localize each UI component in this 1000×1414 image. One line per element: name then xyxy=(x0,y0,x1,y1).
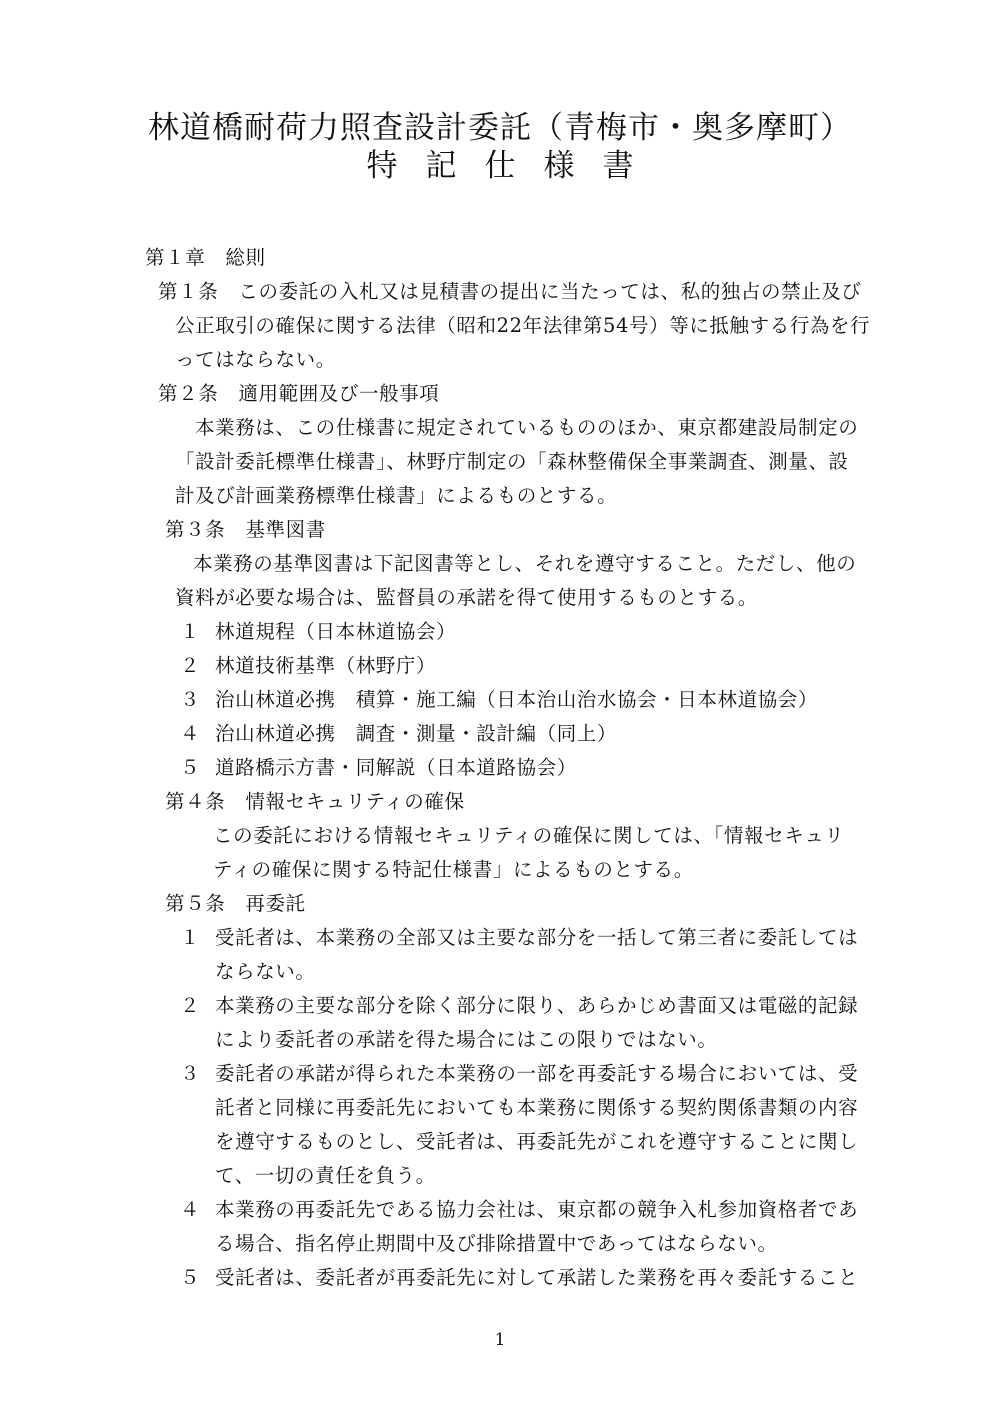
article-4-line-2: ティの確保に関する特記仕様書」によるものとする。 xyxy=(213,858,694,881)
list-item-number: ４ xyxy=(180,722,200,745)
list-item-number: ２ xyxy=(180,654,200,677)
list-item-text: 受託者は、委託者が再委託先に対して承諾した業務を再々委託すること xyxy=(215,1266,859,1289)
list-item-text: 本業務の主要な部分を除く部分に限り、あらかじめ書面又は電磁的記録 xyxy=(215,994,859,1017)
article-4-heading: 第４条 情報セキュリティの確保 xyxy=(165,790,465,813)
article-2-line-2: 「設計委託標準仕様書」、林野庁制定の「森林整備保全事業調査、測量、設 xyxy=(175,450,849,473)
list-item-text: 本業務の再委託先である協力会社は、東京都の競争入札参加資格者であ xyxy=(215,1198,859,1221)
list-item-number: ５ xyxy=(180,1266,200,1289)
list-item-number: ３ xyxy=(180,1062,200,1085)
article-2-line-1: 本業務は、この仕様書に規定されているもののほか、東京都建設局制定の xyxy=(195,416,859,439)
list-item-text: る場合、指名停止期間中及び排除措置中であってはならない。 xyxy=(215,1232,778,1255)
list-item-text: により委託者の承諾を得た場合にはこの限りではない。 xyxy=(215,1028,718,1051)
list-item-number: ２ xyxy=(180,994,200,1017)
article-1-line-2: 公正取引の確保に関する法律（昭和22年法律第54号）等に抵触する行為を行 xyxy=(175,314,871,337)
document-subtitle: 特記仕様書 xyxy=(366,148,662,184)
list-item-text: 林道規程（日本林道協会） xyxy=(215,620,457,643)
list-item-text: 委託者の承諾が得られた本業務の一部を再委託する場合においては、受 xyxy=(215,1062,859,1085)
article-3-line-2: 資料が必要な場合は、監督員の承諾を得て使用するものとする。 xyxy=(175,586,758,609)
list-item-text: 治山林道必携 積算・施工編（日本治山治水協会・日本林道協会） xyxy=(215,688,819,711)
list-item-text: ならない。 xyxy=(215,960,316,983)
list-item-text: 道路橋示方書・同解説（日本道路協会） xyxy=(215,756,577,779)
list-item-text: 受託者は、本業務の全部又は主要な部分を一括して第三者に委託しては xyxy=(215,926,859,949)
list-item-number: １ xyxy=(180,926,200,949)
list-item-number: ３ xyxy=(180,688,200,711)
list-item-text: 治山林道必携 調査・測量・設計編（同上） xyxy=(215,722,618,745)
list-item-text: 託者と同様に再委託先においても本業務に関係する契約関係書類の内容 xyxy=(215,1096,859,1119)
article-2-heading: 第２条 適用範囲及び一般事項 xyxy=(158,382,440,405)
article-1-line-3: ってはならない。 xyxy=(175,348,336,371)
list-item-text: て、一切の責任を負う。 xyxy=(215,1164,436,1187)
article-5-heading: 第５条 再委託 xyxy=(165,892,306,915)
article-3-heading: 第３条 基準図書 xyxy=(165,518,326,541)
article-1-line-1: 第１条 この委託の入札又は見積書の提出に当たっては、私的独占の禁止及び xyxy=(158,280,862,303)
list-item-text: 林道技術基準（林野庁） xyxy=(215,654,437,677)
page-number: 1 xyxy=(494,1330,506,1350)
article-3-line-1: 本業務の基準図書は下記図書等とし、それを遵守すること。ただし、他の xyxy=(193,552,857,575)
article-2-line-3: 計及び計画業務標準仕様書」によるものとする。 xyxy=(175,484,618,507)
list-item-number: １ xyxy=(180,620,200,643)
list-item-number: ４ xyxy=(180,1198,200,1221)
list-item-number: ５ xyxy=(180,756,200,779)
article-4-line-1: この委託における情報セキュリティの確保に関しては、「情報セキュリ xyxy=(213,824,845,847)
document-title: 林道橋耐荷力照査設計委託（青梅市・奥多摩町） xyxy=(148,110,852,146)
list-item-text: を遵守するものとし、受託者は、再委託先がこれを遵守することに関し xyxy=(215,1130,859,1153)
chapter-heading: 第１章 総則 xyxy=(145,246,266,269)
